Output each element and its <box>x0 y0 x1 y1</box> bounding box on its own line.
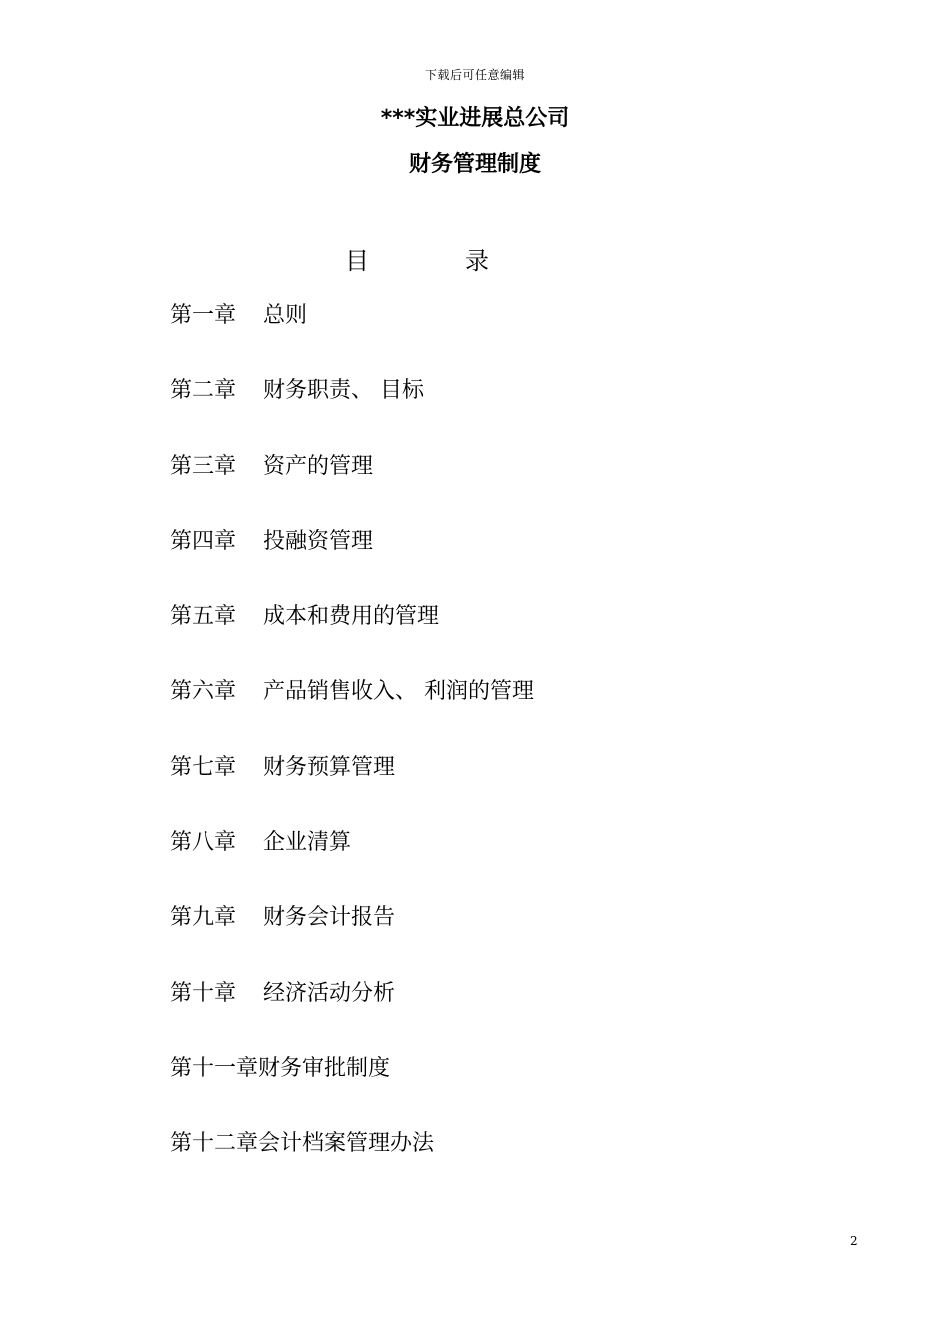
toc-heading-char-1: 目 <box>345 247 369 275</box>
toc-item <box>170 300 534 375</box>
toc-item <box>170 1053 534 1128</box>
toc-item <box>170 676 534 751</box>
toc-heading <box>0 241 950 273</box>
chapter-number: 第七章 <box>170 754 237 780</box>
toc-item <box>170 601 534 676</box>
toc-item <box>170 902 534 977</box>
chapter-title: 财务会计报告 <box>263 905 396 931</box>
chapter-title: 资产的管理 <box>263 453 374 479</box>
chapter-number: 第六章 <box>170 679 237 705</box>
toc-item <box>170 375 534 450</box>
chapter-title: 财务审批制度 <box>258 1055 391 1081</box>
chapter-title: 总则 <box>263 303 308 328</box>
chapter-number: 第十一章 <box>170 1055 259 1081</box>
chapter-number: 第十章 <box>170 980 237 1006</box>
chapter-title: 财务预算管理 <box>263 754 396 780</box>
toc-item <box>170 526 534 601</box>
chapter-number: 第九章 <box>170 905 237 931</box>
toc-heading-char-2: 录 <box>465 247 489 275</box>
chapter-title: 经济活动分析 <box>263 980 396 1006</box>
chapter-number: 第十二章 <box>170 1131 259 1157</box>
chapter-number: 第四章 <box>170 528 237 554</box>
toc-item <box>170 827 534 902</box>
chapter-number: 第三章 <box>170 453 237 479</box>
page-number: 2 <box>850 1234 858 1248</box>
toc-item <box>170 1128 534 1203</box>
document-title: 财务管理制度 <box>408 152 541 177</box>
chapter-number: 第一章 <box>170 303 237 328</box>
chapter-title: 成本和费用的管理 <box>263 604 440 630</box>
header-note: 下载后可任意编辑 <box>424 68 525 82</box>
toc-item <box>170 451 534 526</box>
chapter-title: 财务职责、 目标 <box>263 378 424 404</box>
chapter-title: 投融资管理 <box>263 528 374 554</box>
chapter-number: 第五章 <box>170 604 237 630</box>
toc-item <box>170 978 534 1053</box>
toc-list <box>170 300 534 1204</box>
chapter-title: 会计档案管理办法 <box>258 1131 435 1157</box>
company-title: ***实业进展总公司 <box>380 106 570 131</box>
chapter-number: 第八章 <box>170 830 237 856</box>
chapter-title: 企业清算 <box>263 830 352 856</box>
chapter-title: 产品销售收入、 利润的管理 <box>263 679 534 705</box>
toc-item <box>170 752 534 827</box>
chapter-number: 第二章 <box>170 378 237 404</box>
